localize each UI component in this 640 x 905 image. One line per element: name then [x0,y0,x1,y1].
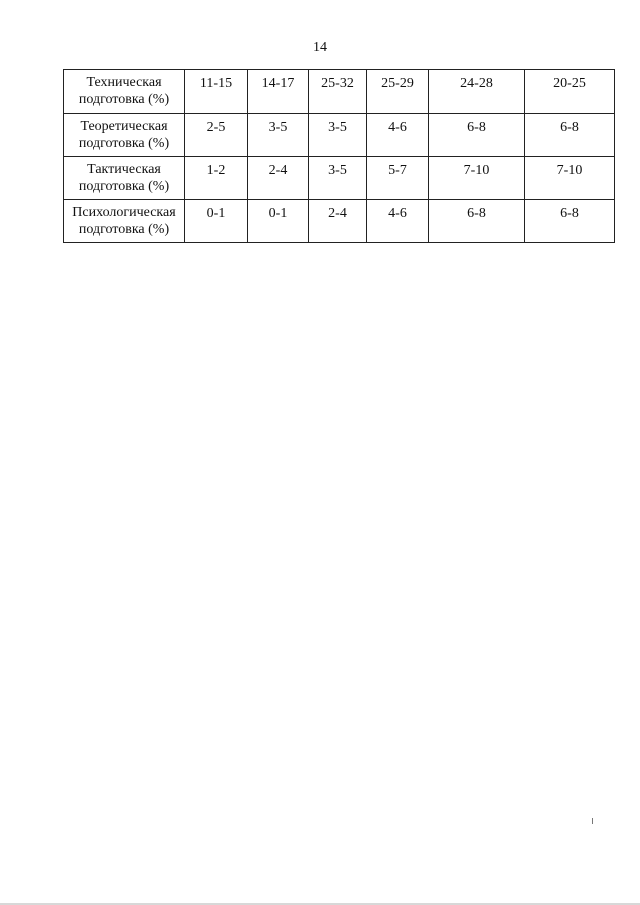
training-distribution-table [63,69,615,243]
table-cell: 25-29 [367,70,429,114]
row-label-line: Тактическая [87,162,161,177]
page-number: 14 [313,40,327,55]
table-row-technical [64,70,615,114]
table-row-tactical [64,157,615,200]
table-cell: 0-1 [248,200,309,243]
row-label-line: Психологическая [72,205,176,220]
row-label-tactical [64,157,185,200]
table-cell: 7-10 [429,157,525,200]
table-cell: 6-8 [429,200,525,243]
table-cell: 20-25 [525,70,615,114]
table-cell: 1-2 [185,157,248,200]
table-cell: 3-5 [309,157,367,200]
table-row-psychological [64,200,615,243]
table-cell: 6-8 [525,200,615,243]
row-label-line: Техническая [86,75,162,90]
table-cell: 2-4 [248,157,309,200]
table-cell: 11-15 [185,70,248,114]
row-label-theoretical [64,114,185,157]
table-cell: 14-17 [248,70,309,114]
table-cell: 0-1 [185,200,248,243]
table-cell: 25-32 [309,70,367,114]
table-cell: 5-7 [367,157,429,200]
table-cell: 2-4 [309,200,367,243]
scan-artifact-mark [592,818,593,824]
table-cell: 4-6 [367,200,429,243]
table-row-theoretical [64,114,615,157]
table-cell: 4-6 [367,114,429,157]
table-cell: 3-5 [248,114,309,157]
table-cell: 6-8 [429,114,525,157]
row-label-psychological [64,200,185,243]
row-label-line: подготовка (%) [78,179,170,194]
row-label-line: подготовка (%) [78,92,170,107]
table-cell: 6-8 [525,114,615,157]
row-label-line: подготовка (%) [78,136,170,151]
row-label-line: подготовка (%) [78,222,170,237]
table-cell: 2-5 [185,114,248,157]
table-cell: 7-10 [525,157,615,200]
row-label-line: Теоретическая [80,119,168,134]
table-cell: 24-28 [429,70,525,114]
row-label-technical [64,70,185,114]
table-cell: 3-5 [309,114,367,157]
